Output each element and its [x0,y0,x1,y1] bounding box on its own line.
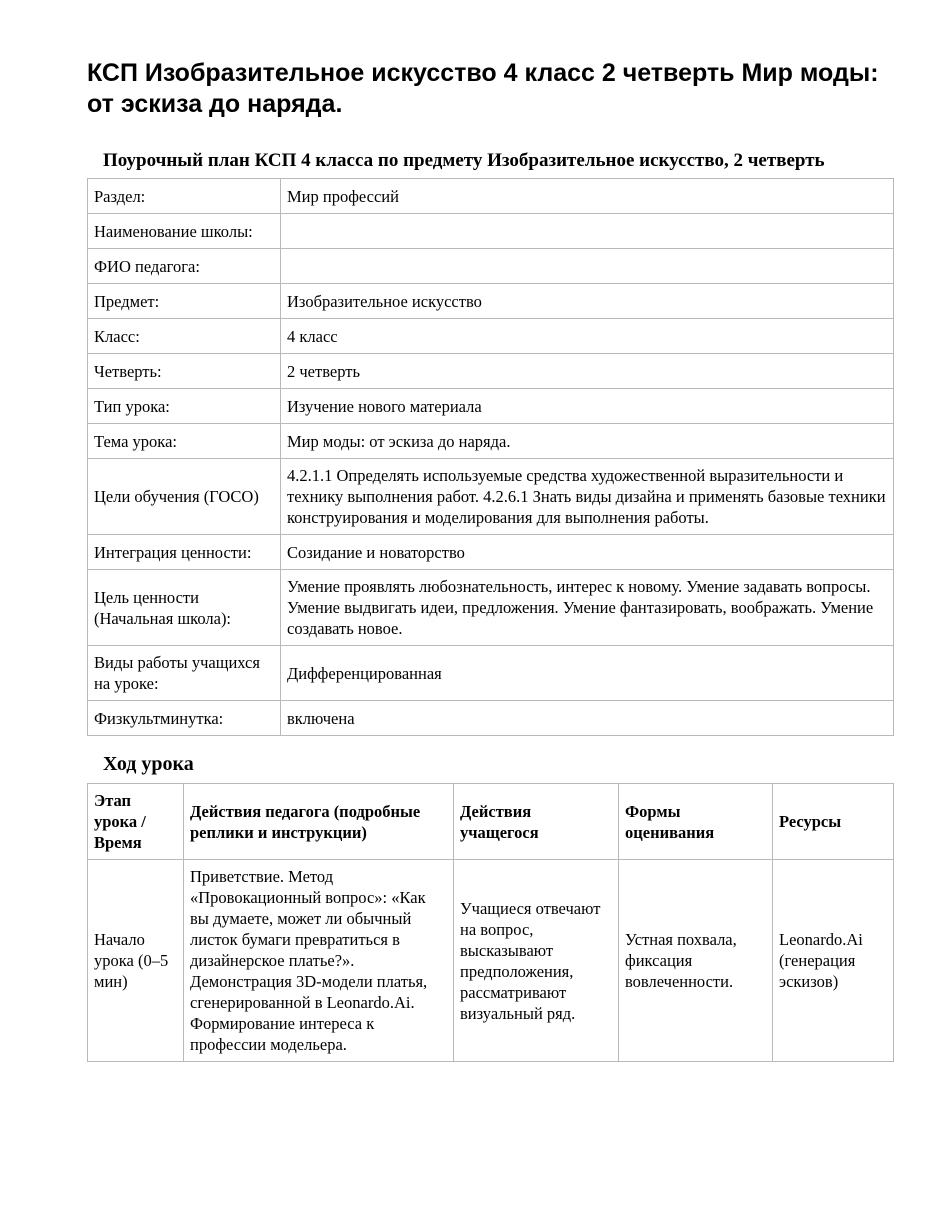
info-label: Тип урока: [88,389,281,424]
info-label: Раздел: [88,179,281,214]
info-value: Изучение нового материала [281,389,894,424]
info-value: Мир моды: от эскиза до наряда. [281,424,894,459]
info-label: Класс: [88,319,281,354]
plan-title: Поурочный план КСП 4 класса по предмету Изобразительное искусство, 2 четверть [103,150,825,171]
column-header-assessment: Формы оценивания [619,784,773,860]
table-row [88,214,894,249]
info-value: Дифференцированная [281,646,894,701]
table-row [88,535,894,570]
student-actions-cell: Учащиеся отвечают на вопрос, высказывают предположения, рассматривают визуальный ряд. [454,860,619,1062]
table-row [88,459,894,535]
info-value: 2 четверть [281,354,894,389]
info-label: Цели обучения (ГОСО) [88,459,281,535]
column-header-teacher: Действия педагога (подробные реплики и инструкции) [184,784,454,860]
table-row [88,354,894,389]
table-row [88,701,894,736]
table-header-row [88,784,894,860]
stage-cell: Начало урока (0–5 мин) [88,860,184,1062]
assessment-cell: Устная похвала, фиксация вовлеченности. [619,860,773,1062]
table-row [88,570,894,646]
info-label: Наименование школы: [88,214,281,249]
info-value: Созидание и новаторство [281,535,894,570]
info-label: Тема урока: [88,424,281,459]
info-label: Физкультминутка: [88,701,281,736]
info-value: 4.2.1.1 Определять используемые средства художественной выразительности и технику выполнения работ. 4.2.6.1 Знать виды дизайна и применять базовые техники конструирования и моделирования для выполнения работы. [281,459,894,535]
info-label: Предмет: [88,284,281,319]
info-label: Интеграция ценности: [88,535,281,570]
info-value [281,214,894,249]
teacher-actions-cell: Приветствие. Метод «Провокационный вопрос»: «Как вы думаете, может ли обычный листок бумаги превратиться в дизайнерское платье?». Демонстрация 3D-модели платья, сгенерированной в Leonardo.Ai. Формирование интереса к профессии модельера. [184,860,454,1062]
info-value: Умение проявлять любознательность, интерес к новому. Умение задавать вопросы. Умение выдвигать идеи, предложения. Умение фантазировать, воображать. Умение создавать новое. [281,570,894,646]
column-header-student: Действия учащегося [454,784,619,860]
info-label: Четверть: [88,354,281,389]
info-table [87,178,894,736]
table-row [88,319,894,354]
table-row [88,249,894,284]
info-label: Цель ценности (Начальная школа): [88,570,281,646]
column-header-resources: Ресурсы [773,784,894,860]
table-row [88,860,894,1062]
info-value: включена [281,701,894,736]
table-row [88,424,894,459]
info-value: Изобразительное искусство [281,284,894,319]
document-page [87,58,893,1062]
table-row [88,179,894,214]
table-row [88,646,894,701]
column-header-stage: Этап урока / Время [88,784,184,860]
info-label: Виды работы учащихся на уроке: [88,646,281,701]
info-value [281,249,894,284]
lesson-flow-title: Ход урока [103,753,194,775]
lesson-flow-table [87,783,894,1062]
resources-cell: Leonardo.Ai (генерация эскизов) [773,860,894,1062]
document-title: КСП Изобразительное искусство 4 класс 2 четверть Мир моды: от эскиза до наряда. [87,59,879,118]
info-value: 4 класс [281,319,894,354]
info-label: ФИО педагога: [88,249,281,284]
table-row [88,284,894,319]
table-row [88,389,894,424]
info-value: Мир профессий [281,179,894,214]
